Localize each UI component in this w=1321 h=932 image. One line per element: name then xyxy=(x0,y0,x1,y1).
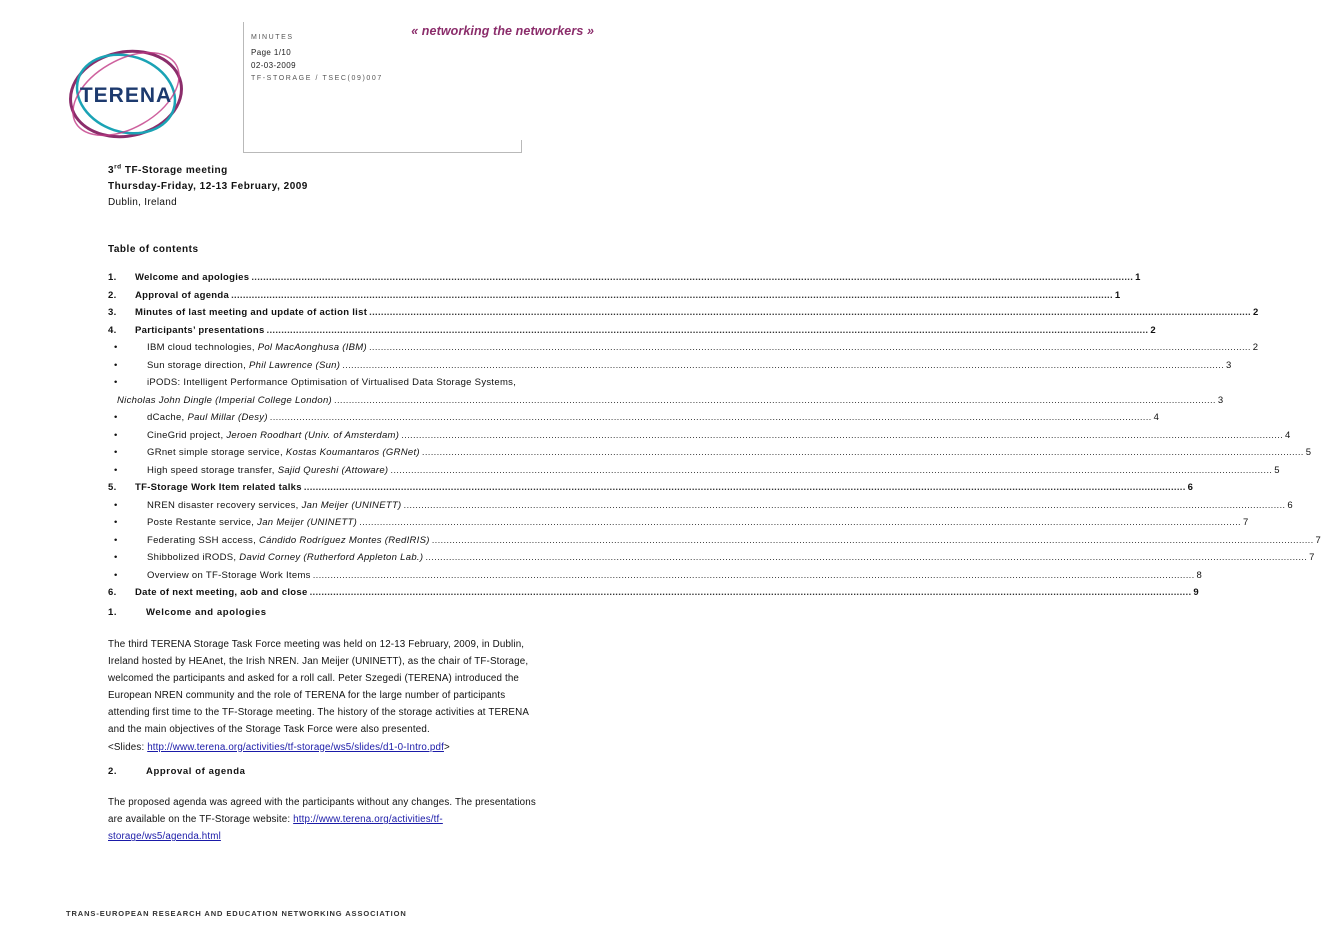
toc-entry[interactable] xyxy=(108,289,1121,303)
toc-number: 5. xyxy=(108,482,117,493)
toc-subentry[interactable] xyxy=(108,377,586,390)
doc-reference: TF-STORAGE / TSEC(09)007 xyxy=(251,75,383,82)
toc-title: Overview on TF-Storage Work Items xyxy=(147,569,311,581)
section-1-body xyxy=(108,636,608,756)
bullet-icon: • xyxy=(114,342,118,353)
toc-subentry-continuation[interactable] xyxy=(117,394,1224,408)
toc-author: Nicholas John Dingle (Imperial College London) xyxy=(117,394,332,406)
slides-line xyxy=(108,739,608,756)
toc-page: 2 xyxy=(1150,324,1156,336)
toc-label xyxy=(147,360,340,371)
header-divider-vertical xyxy=(243,22,244,152)
bullet-icon: • xyxy=(114,359,118,371)
bullet-icon: • xyxy=(114,377,118,388)
toc-leader: ............................................................................................................................................................................................................................................................................................................ xyxy=(421,447,1304,458)
toc-leader: ............................................................................................................................................................................................................................................................................................................ xyxy=(231,289,1113,301)
toc-author: Kostas Koumantaros (GRNet) xyxy=(285,447,420,458)
meeting-ordinal-suffix: rd xyxy=(114,163,122,171)
toc-leader: ............................................................................................................................................................................................................................................................................................................ xyxy=(368,342,1251,353)
toc-label xyxy=(147,517,357,528)
meeting-location: Dublin, Ireland xyxy=(108,197,177,208)
toc-page: 2 xyxy=(1253,307,1259,318)
toc-subentry[interactable] xyxy=(108,517,1249,530)
toc-entry[interactable] xyxy=(108,324,1156,338)
toc-label xyxy=(147,535,430,546)
toc-title: NREN disaster recovery services, xyxy=(147,499,302,511)
toc-number: 3. xyxy=(108,307,117,318)
toc-title: Poste Restante service, xyxy=(147,517,258,528)
body-line: European NREN community and the role of TERENA for the large number of participants xyxy=(108,690,506,702)
bullet-icon: • xyxy=(114,429,118,441)
toc-title: Federating SSH access, xyxy=(147,534,259,546)
section-1-title: Welcome and apologies xyxy=(146,607,267,618)
bullet-icon: • xyxy=(114,552,118,563)
section-2-title: Approval of agenda xyxy=(146,766,246,777)
bullet-icon: • xyxy=(114,412,118,423)
doc-type: MINUTES xyxy=(251,34,294,41)
toc-leader: ............................................................................................................................................................................................................................................................................................................ xyxy=(334,394,1216,406)
toc-page: 1 xyxy=(1135,272,1141,283)
section-2-number: 2. xyxy=(108,766,118,777)
slides-suffix: > xyxy=(443,741,450,753)
toc-label: Date of next meeting, aob and close xyxy=(135,587,308,598)
toc-leader: ............................................................................................................................................................................................................................................................................................................ xyxy=(431,534,1314,546)
toc-subentry[interactable] xyxy=(108,412,1160,425)
toc-number: 1. xyxy=(108,272,117,283)
toc-leader: ............................................................................................................................................................................................................................................................................................................ xyxy=(359,517,1241,528)
bullet-icon: • xyxy=(114,517,118,528)
toc-page: 8 xyxy=(1196,569,1203,581)
slides-link[interactable]: http://www.terena.org/activities/tf-storage/ws5/slides/d1-0-Intro.pdf xyxy=(147,741,444,753)
toc-page: 5 xyxy=(1274,464,1280,476)
toc-page: 1 xyxy=(1114,289,1121,301)
toc-title: iPODS: Intelligent Performance Optimisation of Virtualised Data Storage Systems, xyxy=(147,377,517,388)
toc-number: 4. xyxy=(108,324,117,336)
toc-leader: ............................................................................................................................................................................................................................................................................................................ xyxy=(425,552,1308,563)
bullet-icon: • xyxy=(114,499,118,511)
toc-entry[interactable] xyxy=(108,587,1199,600)
body-line xyxy=(108,828,608,845)
body-line: The proposed agenda was agreed with the participants without any changes. The presentations xyxy=(108,797,536,808)
toc-page: 4 xyxy=(1285,429,1291,441)
toc-label: Welcome and apologies xyxy=(135,272,250,283)
toc-author: Sajid Qureshi (Attoware) xyxy=(277,464,389,476)
section-1-number: 1. xyxy=(108,607,118,618)
toc-number: 6. xyxy=(108,587,117,598)
bullet-icon: • xyxy=(114,447,118,458)
toc-page: 7 xyxy=(1315,534,1321,546)
toc-author: Phil Lawrence (Sun) xyxy=(248,359,341,371)
toc-label xyxy=(147,465,388,476)
toc-subentry[interactable] xyxy=(108,534,1321,548)
toc-page: 7 xyxy=(1242,517,1249,528)
header-divider-corner xyxy=(521,140,522,153)
website-prefix: are available on the TF-Storage website: xyxy=(108,814,294,826)
toc-label xyxy=(147,552,423,563)
toc-leader: ............................................................................................................................................................................................................................................................................................................ xyxy=(251,272,1134,283)
body-line xyxy=(108,811,608,828)
toc-author: Jan Meijer (UNINETT) xyxy=(301,499,402,511)
toc-leader: ............................................................................................................................................................................................................................................................................................................ xyxy=(266,324,1149,336)
toc-subentry[interactable] xyxy=(108,464,1280,478)
toc-page: 2 xyxy=(1252,342,1259,353)
toc-number: 2. xyxy=(108,289,117,301)
body-line: attending first time to the TF-Storage meeting. The history of the storage activities at TERENA xyxy=(108,707,530,719)
meeting-name: TF-Storage meeting xyxy=(121,165,228,176)
toc-label xyxy=(147,447,420,458)
toc-title: Sun storage direction, xyxy=(147,359,249,371)
bullet-icon: • xyxy=(114,569,118,581)
toc-leader: ............................................................................................................................................................................................................................................................................................................ xyxy=(309,587,1192,598)
toc-label xyxy=(147,342,367,353)
doc-date: 02-03-2009 xyxy=(251,61,296,70)
toc-label: Participants’ presentations xyxy=(135,324,265,336)
toc-author: Pol MacAonghusa (IBM) xyxy=(257,342,367,353)
toc-page: 6 xyxy=(1187,482,1194,493)
toc-leader: ............................................................................................................................................................................................................................................................................................................ xyxy=(342,359,1225,371)
body-line: Ireland hosted by HEAnet, the Irish NREN. Jan Meijer (UNINETT), as the chair of TF-Storage, xyxy=(108,656,529,668)
toc-page: 7 xyxy=(1309,552,1315,563)
toc-author: Paul Millar (Desy) xyxy=(187,412,268,423)
toc-leader: ............................................................................................................................................................................................................................................................................................................ xyxy=(401,429,1284,441)
toc-author: David Corney (Rutherford Appleton Lab.) xyxy=(239,552,424,563)
section-2-body xyxy=(108,794,608,845)
toc-leader: ............................................................................................................................................................................................................................................................................................................ xyxy=(303,482,1186,493)
bullet-icon: • xyxy=(114,464,118,476)
section-2-heading xyxy=(108,766,245,777)
toc-leader: ............................................................................................................................................................................................................................................................................................................ xyxy=(312,569,1195,581)
toc-label xyxy=(147,570,311,581)
toc-leader: ............................................................................................................................................................................................................................................................................................................ xyxy=(269,412,1152,423)
toc-entry[interactable] xyxy=(108,272,1141,285)
terena-logo xyxy=(62,44,190,144)
toc-page: 3 xyxy=(1217,394,1224,406)
toc-title: IBM cloud technologies, xyxy=(147,342,258,353)
toc-label: Approval of agenda xyxy=(135,289,230,301)
toc-leader: ............................................................................................................................................................................................................................................................................................................ xyxy=(369,307,1251,318)
toc-subentry[interactable] xyxy=(108,342,1259,355)
toc-label xyxy=(147,430,399,441)
toc-subentry[interactable] xyxy=(108,447,1312,460)
toc-subentry[interactable] xyxy=(108,569,1203,583)
toc-author: Cándido Rodríguez Montes (RedIRIS) xyxy=(258,534,430,546)
meeting-dates: Thursday-Friday, 12-13 February, 2009 xyxy=(108,181,308,192)
toc-leader: ............................................................................................................................................................................................................................................................................................................ xyxy=(403,499,1286,511)
body-line: welcomed the participants and asked for a roll call. Peter Szegedi (TERENA) introduced the xyxy=(108,673,520,685)
toc-title: CineGrid project, xyxy=(147,429,227,441)
footer: TRANS-EUROPEAN RESEARCH AND EDUCATION NETWORKING ASSOCIATION xyxy=(66,909,407,918)
toc-label xyxy=(147,412,268,423)
header-divider-horizontal xyxy=(243,152,521,153)
toc-entry[interactable] xyxy=(108,307,1259,320)
toc-title: GRnet simple storage service, xyxy=(147,447,286,458)
toc-leader: ............................................................................................................................................................................................................................................................................................................ xyxy=(390,464,1273,476)
meeting-ordinal: 3 xyxy=(108,165,115,176)
toc-label xyxy=(147,377,516,388)
slides-prefix: <Slides: xyxy=(108,741,148,753)
page-number: Page 1/10 xyxy=(251,48,292,57)
toc-label xyxy=(147,500,402,511)
toc-title: dCache, xyxy=(147,412,188,423)
tagline: « networking the networkers » xyxy=(411,24,594,38)
toc-subentry[interactable] xyxy=(108,499,1293,513)
toc-author: Jeroen Roodhart (Univ. of Amsterdam) xyxy=(226,429,400,441)
toc-subentry[interactable] xyxy=(108,552,1315,565)
agenda-link-part1[interactable]: http://www.terena.org/activities/tf- xyxy=(293,814,443,826)
toc-entry[interactable] xyxy=(108,482,1194,495)
toc-title: Shibbolized iRODS, xyxy=(147,552,240,563)
body-line: and the main objectives of the Storage Task Force were also presented. xyxy=(108,724,430,736)
toc-page: 6 xyxy=(1287,499,1293,511)
logo-text: TERENA xyxy=(79,84,173,107)
toc-subentry[interactable] xyxy=(108,429,1291,443)
toc-page: 5 xyxy=(1305,447,1312,458)
bullet-icon: • xyxy=(114,534,118,546)
toc-page: 3 xyxy=(1226,359,1232,371)
toc-label: Minutes of last meeting and update of action list xyxy=(135,307,368,318)
meeting-title xyxy=(108,165,228,176)
agenda-link-part2[interactable]: storage/ws5/agenda.html xyxy=(108,831,221,843)
toc-label: TF-Storage Work Item related talks xyxy=(135,482,302,493)
toc-subentry[interactable] xyxy=(108,359,1232,373)
toc-page: 4 xyxy=(1153,412,1160,423)
body-line: The third TERENA Storage Task Force meeting was held on 12-13 February, 2009, in Dublin, xyxy=(108,639,525,650)
toc-title: High speed storage transfer, xyxy=(147,464,278,476)
toc-heading: Table of contents xyxy=(108,244,199,255)
section-1-heading xyxy=(108,607,267,618)
toc-page: 9 xyxy=(1193,587,1199,598)
toc-author: Jan Meijer (UNINETT) xyxy=(257,517,358,528)
